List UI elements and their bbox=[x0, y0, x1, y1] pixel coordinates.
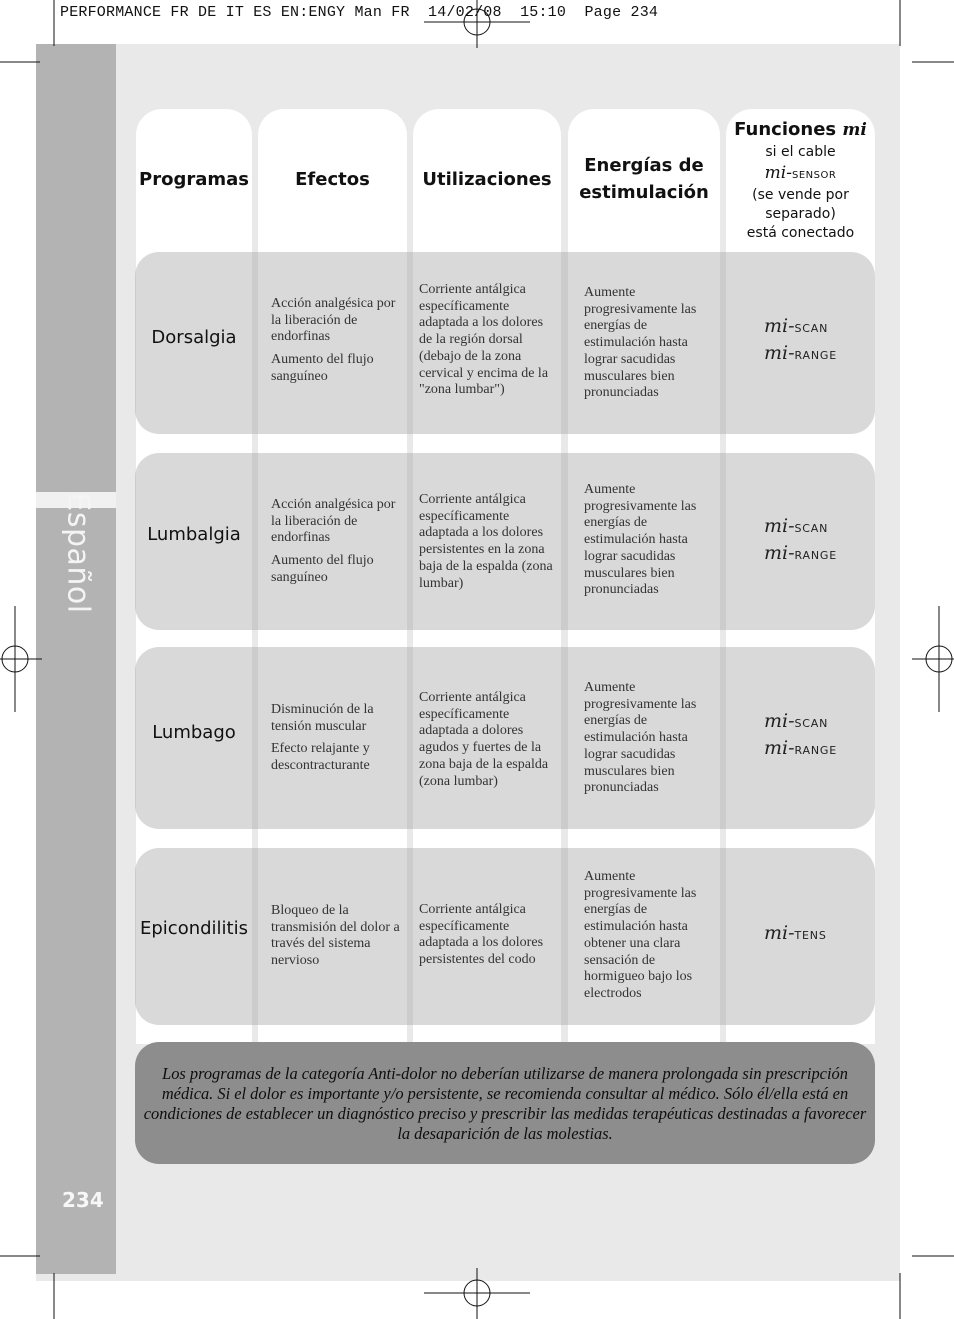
header-energias-line2: estimulación bbox=[579, 182, 709, 203]
programa-dorsalgia: Dorsalgia bbox=[151, 327, 237, 348]
efectos-cell bbox=[271, 497, 401, 593]
tens-label: TENS bbox=[794, 929, 827, 942]
efecto-text: Aumento del flujo sanguíneo bbox=[271, 352, 374, 384]
utilizacion-cell: Corriente antálgica específicamente adaptada a dolores agudos y fuertes de la zona baja de la espalda (zona lumbar) bbox=[419, 690, 549, 789]
mi-logo-icon: mi- bbox=[764, 342, 795, 364]
energia-cell: Aumente progresivamente las energías de estimulación hasta lograr sacudidas musculares bien pronunciadas bbox=[584, 285, 697, 401]
mi-logo-icon: mi- bbox=[764, 542, 795, 564]
language-sidebar bbox=[36, 44, 116, 1274]
funciones-cell bbox=[764, 709, 837, 763]
header-energias-line1: Energías de bbox=[584, 155, 704, 176]
scan-label: SCAN bbox=[794, 717, 829, 730]
print-slug: PERFORMANCE FR DE IT ES EN:ENGY Man FR 14/02/08 15:10 Page 234 bbox=[60, 4, 659, 21]
scan-label: SCAN bbox=[794, 522, 829, 535]
mi-logo-icon: mi- bbox=[764, 737, 795, 759]
utilizacion-cell: Corriente antálgica específicamente adaptada a los dolores persistentes en la zona baja de la espalda (zona lumbar) bbox=[419, 492, 553, 591]
programa-lumbago: Lumbago bbox=[152, 722, 236, 743]
header-energias bbox=[568, 109, 720, 249]
sensor-word: SENSOR bbox=[791, 170, 837, 182]
mi-logo-icon: mi- bbox=[764, 315, 795, 337]
header-funciones bbox=[726, 112, 875, 248]
language-tab bbox=[56, 492, 100, 614]
efecto-text: Acción analgésica por la liberación de endorfinas bbox=[271, 497, 396, 546]
efectos-cell bbox=[271, 903, 403, 976]
mi-range-label bbox=[764, 736, 837, 763]
page-number: 234 bbox=[62, 1188, 104, 1212]
range-label: RANGE bbox=[794, 549, 837, 562]
mi-logo-icon: mi- bbox=[764, 515, 795, 537]
scan-label: SCAN bbox=[794, 322, 829, 335]
medical-note: Los programas de la categoría Anti-dolor no deberían utilizarse de manera prolongada sin prescripción médica. Si el dolor es importante y/o persistente, se recomienda consultar al médico. Sólo él/ella está en condiciones de establecer un diagnóstico preciso y prescribir las medidas terapéuticas destinadas a favorecer la desaparición de las molestias. bbox=[135, 1042, 875, 1164]
header-utilizaciones: Utilizaciones bbox=[422, 168, 552, 190]
mi-tens-label bbox=[764, 921, 827, 948]
efectos-cell bbox=[271, 702, 401, 781]
language-label: Español bbox=[60, 492, 96, 614]
funciones-cell bbox=[764, 314, 837, 368]
se-vende-line2: separado) bbox=[765, 205, 836, 222]
header-funciones-title bbox=[734, 118, 867, 143]
se-vende-line1: (se vende por bbox=[752, 186, 849, 203]
mi-range-label bbox=[764, 341, 837, 368]
efecto-text: Bloqueo de la transmisión del dolor a través del sistema nervioso bbox=[271, 903, 400, 969]
energia-cell: Aumente progresivamente las energías de estimulación hasta lograr sacudidas musculares bien pronunciadas bbox=[584, 680, 697, 796]
mi-logo-icon: mi- bbox=[764, 710, 795, 732]
funciones-cell bbox=[764, 921, 827, 948]
si-el-cable-label: si el cable bbox=[765, 143, 836, 160]
funciones-cell bbox=[764, 514, 837, 568]
mi-sensor-label bbox=[765, 162, 837, 185]
efecto-text: Disminución de la tensión muscular bbox=[271, 702, 374, 734]
header-programas: Programas bbox=[139, 168, 249, 190]
mi-logo-icon: mi- bbox=[764, 922, 795, 944]
header-efectos: Efectos bbox=[295, 168, 370, 190]
energia-cell: Aumente progresivamente las energías de estimulación hasta obtener una clara sensación de hormigueo bajo los electrodos bbox=[584, 869, 697, 1001]
efecto-text: Acción analgésica por la liberación de endorfinas bbox=[271, 296, 396, 345]
efecto-text: Efecto relajante y descontracturante bbox=[271, 741, 370, 774]
programa-lumbalgia: Lumbalgia bbox=[147, 524, 241, 545]
funciones-label: Funciones bbox=[734, 119, 837, 140]
range-label: RANGE bbox=[794, 744, 837, 757]
energia-cell: Aumente progresivamente las energías de estimulación hasta lograr sacudidas musculares bien pronunciadas bbox=[584, 482, 697, 598]
mi-logo-icon: mi bbox=[842, 120, 867, 140]
programa-epicondilitis: Epicondilitis bbox=[140, 918, 248, 939]
efecto-text: Aumento del flujo sanguíneo bbox=[271, 553, 374, 585]
esta-conectado-label: está conectado bbox=[746, 225, 855, 242]
utilizacion-cell: Corriente antálgica específicamente adaptada a los dolores persistentes del codo bbox=[419, 902, 544, 968]
mi-range-label bbox=[764, 541, 837, 568]
mi-scan-label bbox=[764, 514, 837, 541]
efectos-cell bbox=[271, 296, 401, 392]
mi-sensor-logo-icon: mi- bbox=[764, 163, 792, 184]
range-label: RANGE bbox=[794, 349, 837, 362]
utilizacion-cell: Corriente antálgica específicamente adaptada a los dolores de la región dorsal (debajo de la zona cervical y encima de la "zona lumbar") bbox=[419, 282, 549, 398]
mi-scan-label bbox=[764, 709, 837, 736]
mi-scan-label bbox=[764, 314, 837, 341]
